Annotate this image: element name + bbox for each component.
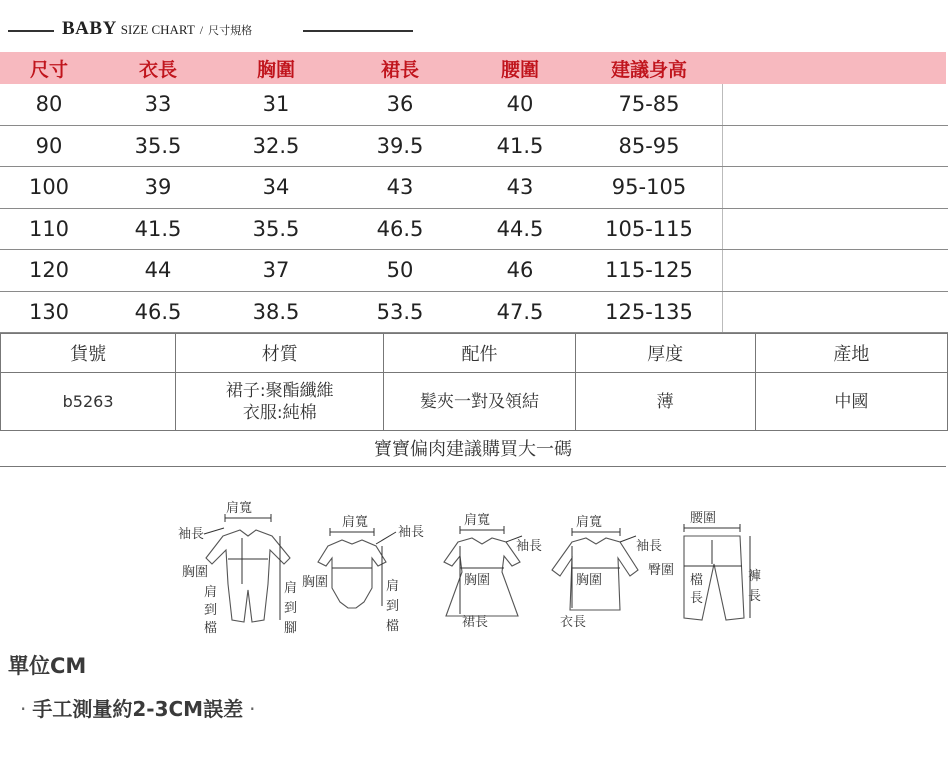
row-divider xyxy=(722,126,723,167)
info-accessories: 髮夾一對及領結 xyxy=(384,373,575,431)
bodysuit-sleeve-line xyxy=(376,532,396,544)
cell-top-length: 33 xyxy=(144,92,172,117)
label-s2c-b: 到 xyxy=(204,603,218,618)
cell-waist: 40 xyxy=(506,92,534,117)
label-s2c2-b: 到 xyxy=(386,599,400,614)
dot-left: · xyxy=(20,697,27,721)
col-top-length: 衣長 xyxy=(138,58,177,81)
top-sleeve-line xyxy=(620,536,636,542)
label-sleeve-1: 袖長 xyxy=(178,527,205,542)
label-crotch-b: 長 xyxy=(690,591,704,606)
size-table-header xyxy=(0,52,948,84)
error-note xyxy=(14,693,261,722)
label-s2f-a: 肩 xyxy=(284,581,298,596)
size-chart-header xyxy=(0,0,948,52)
bodysuit-outline xyxy=(318,540,386,608)
info-header-row xyxy=(1,334,948,373)
subtitle-text: SIZE CHART xyxy=(120,22,195,37)
table-row xyxy=(0,84,948,126)
row-divider xyxy=(722,292,723,333)
cell-waist: 46 xyxy=(506,258,534,283)
row-divider xyxy=(722,250,723,291)
cell-skirt-length: 43 xyxy=(386,175,414,200)
label-s2c-a: 肩 xyxy=(204,585,218,600)
cell-skirt-length: 39.5 xyxy=(376,133,424,158)
info-header-material: 材質 xyxy=(176,334,384,373)
label-s2f-c: 腳 xyxy=(284,621,298,636)
label-skirt-length: 裙長 xyxy=(462,615,489,630)
label-s2c2-c: 檔 xyxy=(386,619,400,634)
size-table xyxy=(0,52,948,333)
unit-label: 單位CM xyxy=(8,654,87,678)
cell-height: 75-85 xyxy=(618,92,680,117)
label-top-length: 衣長 xyxy=(560,615,587,630)
cell-height: 125-135 xyxy=(605,299,693,324)
size-advice-note: 寶寶偏肉建議購買大一碼 xyxy=(0,429,946,467)
label-shoulder-2: 肩寬 xyxy=(342,515,369,530)
header-rule-left xyxy=(8,30,54,32)
cell-waist: 41.5 xyxy=(496,133,544,158)
header-title xyxy=(62,18,252,40)
slash-text: / xyxy=(199,23,204,37)
cell-height: 105-115 xyxy=(605,216,693,241)
label-pants-b: 長 xyxy=(748,589,762,604)
info-header-sku: 貨號 xyxy=(1,334,176,373)
top-illustration xyxy=(552,528,638,610)
cell-skirt-length: 53.5 xyxy=(376,299,424,324)
label-s2c2-a: 肩 xyxy=(386,579,400,594)
cell-top-length: 46.5 xyxy=(134,299,182,324)
label-sleeve-3: 袖長 xyxy=(516,539,543,554)
row-divider xyxy=(722,167,723,208)
label-chest-4: 胸圍 xyxy=(576,573,603,588)
header-rule-right xyxy=(303,30,413,32)
cell-size: 120 xyxy=(28,258,70,283)
col-chest: 胸圍 xyxy=(256,58,295,81)
cell-skirt-length: 50 xyxy=(386,258,414,283)
row-divider xyxy=(722,84,723,125)
error-note-text: 手工測量約2-3CM誤差 xyxy=(32,697,244,721)
info-header-accessories: 配件 xyxy=(384,334,575,373)
cell-chest: 37 xyxy=(262,258,290,283)
romper-sleeve-line xyxy=(204,528,224,534)
label-pants-a: 褲 xyxy=(748,569,762,584)
cell-chest: 38.5 xyxy=(252,299,300,324)
col-height: 建議身高 xyxy=(610,58,687,81)
table-row xyxy=(0,292,948,334)
dress-illustration xyxy=(444,526,522,616)
cell-chest: 32.5 xyxy=(252,133,300,158)
measurement-diagram xyxy=(160,496,780,646)
info-header-origin: 產地 xyxy=(755,334,947,373)
label-chest-2: 胸圍 xyxy=(302,575,329,590)
label-chest-3: 胸圍 xyxy=(464,573,491,588)
col-size: 尺寸 xyxy=(29,58,68,81)
info-sku: b5263 xyxy=(1,373,176,431)
table-row xyxy=(0,126,948,168)
brand-text: BABY xyxy=(62,18,117,39)
cell-skirt-length: 46.5 xyxy=(376,216,424,241)
cell-top-length: 44 xyxy=(144,258,172,283)
info-origin: 中國 xyxy=(755,373,947,431)
cell-skirt-length: 36 xyxy=(386,92,414,117)
label-crotch-a: 檔 xyxy=(690,573,704,588)
cell-size: 130 xyxy=(28,299,70,324)
cell-top-length: 35.5 xyxy=(134,133,182,158)
cell-waist: 47.5 xyxy=(496,299,544,324)
label-shoulder-1: 肩寬 xyxy=(226,501,253,516)
label-sleeve-2: 袖長 xyxy=(398,525,425,540)
label-waist: 腰圍 xyxy=(690,511,717,526)
cell-waist: 44.5 xyxy=(496,216,544,241)
label-s2f-b: 到 xyxy=(284,601,298,616)
material-line-2: 衣服:純棉 xyxy=(242,402,317,423)
label-chest-1: 胸圍 xyxy=(182,565,209,580)
col-waist: 腰圍 xyxy=(500,58,539,81)
cell-waist: 43 xyxy=(506,175,534,200)
cell-height: 95-105 xyxy=(611,175,687,200)
cell-top-length: 41.5 xyxy=(134,216,182,241)
dot-right: · xyxy=(249,697,256,721)
bodysuit-illustration xyxy=(318,528,396,608)
col-skirt-length: 裙長 xyxy=(380,58,419,81)
label-s2c-c: 檔 xyxy=(204,621,218,636)
label-hip: 臀圍 xyxy=(648,563,675,578)
product-info-table xyxy=(0,333,948,431)
info-header-thickness: 厚度 xyxy=(575,334,755,373)
label-shoulder-3: 肩寬 xyxy=(464,513,491,528)
cell-size: 100 xyxy=(28,175,70,200)
material-line-1: 裙子:聚酯纖維 xyxy=(225,380,334,401)
row-divider xyxy=(722,209,723,250)
cell-chest: 34 xyxy=(262,175,290,200)
info-value-row xyxy=(1,373,948,431)
cell-height: 115-125 xyxy=(605,258,693,283)
cell-chest: 35.5 xyxy=(252,216,300,241)
info-thickness: 薄 xyxy=(575,373,755,431)
table-row xyxy=(0,209,948,251)
label-shoulder-4: 肩寬 xyxy=(576,515,603,530)
info-material xyxy=(176,373,384,431)
cell-size: 90 xyxy=(35,133,63,158)
measurement-diagram-svg xyxy=(160,496,780,646)
romper-outline xyxy=(206,530,290,622)
label-sleeve-4: 袖長 xyxy=(636,539,663,554)
cell-top-length: 39 xyxy=(144,175,172,200)
cell-chest: 31 xyxy=(262,92,290,117)
cell-size: 80 xyxy=(35,92,63,117)
cell-size: 110 xyxy=(28,216,70,241)
table-row xyxy=(0,167,948,209)
cell-height: 85-95 xyxy=(618,133,680,158)
table-row xyxy=(0,250,948,292)
subtitle-cn-text: 尺寸規格 xyxy=(208,24,253,37)
